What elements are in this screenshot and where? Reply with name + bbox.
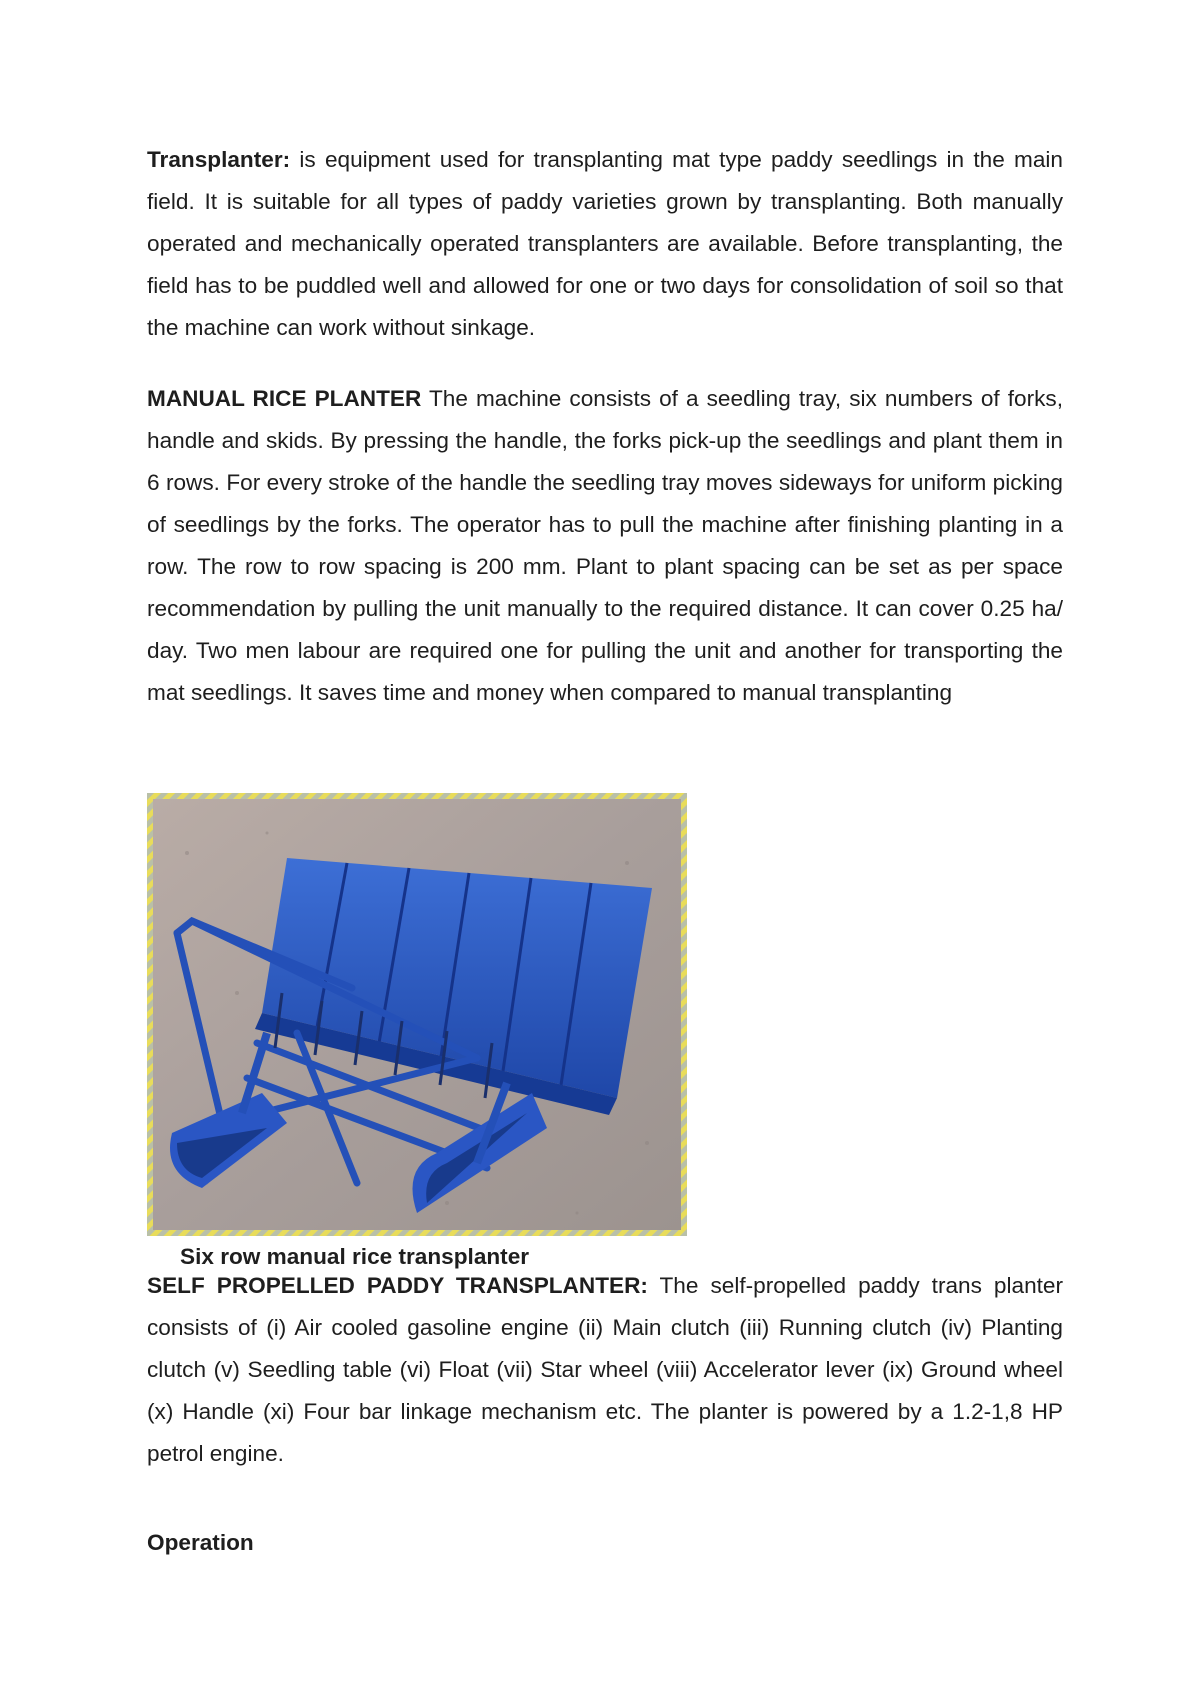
manual-planter-paragraph <box>147 378 1063 714</box>
figure-caption: Six row manual rice transplanter <box>180 1244 530 1269</box>
transplanter-term: Transplanter: <box>147 147 291 172</box>
transplanter-text: is equipment used for transplanting mat type paddy seedlings in the main field. It is suitable for all types of paddy varieties grown by transplanting. Both manually operated and mechanically operated transplanters are available. Before transplanting, the field has to be puddled well and allowed for one or two days for consolidation of soil so that the machine can work without sinkage. <box>147 147 1063 340</box>
operation-heading: Operation <box>147 1530 254 1555</box>
self-propelled-text: The self-propelled paddy trans planter consists of (i) Air cooled gasoline engine (ii) Main clutch (iii) Running clutch (iv) Planting clutch (v) Seedling table (vi) Float (vii) Star wheel (viii) Accelerator lever (ix) Ground wheel (x) Handle (xi) Four bar linkage mechanism etc. The planter is powered by a 1.2-1,8 HP petrol engine. <box>147 1273 1063 1466</box>
self-propelled-term: SELF PROPELLED PADDY TRANSPLANTER: <box>147 1273 648 1298</box>
transplanter-photo <box>147 793 687 1236</box>
manual-planter-text: The machine consists of a seedling tray, six numbers of forks, handle and skids. By pressing the handle, the forks pick-up the seedlings and plant them in 6 rows. For every stroke of the handle the seedling tray moves sideways for uniform picking of seedlings by the forks. The operator has to pull the machine after finishing planting in a row. The row to row spacing is 200 mm. Plant to plant spacing can be set as per space recommendation by pulling the unit manually to the required distance. It can cover 0.25 ha/ day. Two men labour are required one for pulling the unit and another for transporting the mat seedlings. It saves time and money when compared to manual transplanting <box>147 386 1063 705</box>
self-propelled-paragraph <box>147 1265 1063 1475</box>
manual-planter-term: MANUAL RICE PLANTER <box>147 386 422 411</box>
transplanter-paragraph <box>147 139 1063 349</box>
